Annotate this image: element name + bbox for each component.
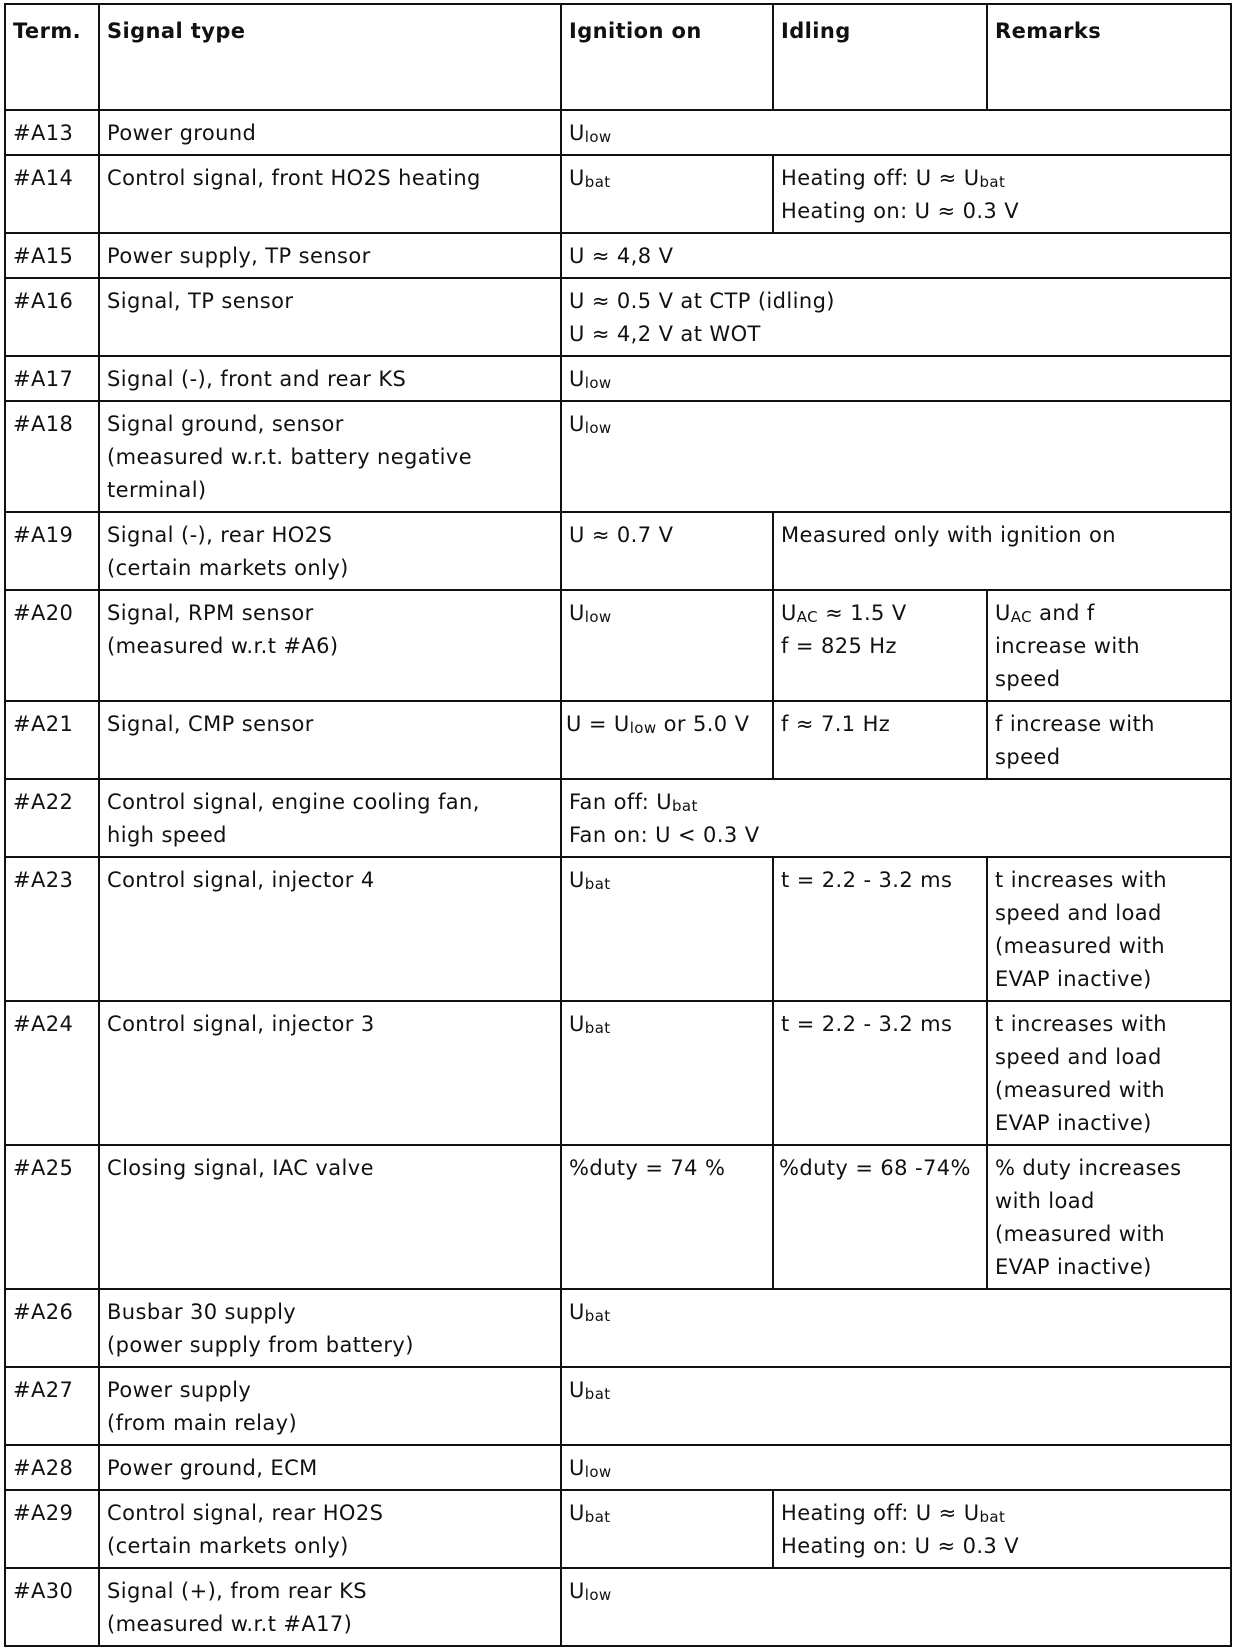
remarks-line: (measured with (995, 1078, 1165, 1102)
signal-line: (measured w.r.t #A17) (107, 1612, 353, 1636)
signal-line: Control signal, front HO2S heating (107, 166, 481, 190)
ignition-cell: $U_{bat}$ (561, 155, 773, 233)
table-row (5, 512, 1231, 590)
remarks-line: EVAP inactive) (995, 1111, 1152, 1135)
signal-line: Control signal, injector 4 (107, 868, 375, 892)
signal-line: Signal ground, sensor (107, 412, 344, 436)
signal-cell (99, 1145, 561, 1289)
term-cell: #A21 (5, 701, 99, 779)
table-row (5, 1490, 1231, 1568)
signal-line: (measured w.r.t. battery negative (107, 445, 473, 469)
signal-line: Closing signal, IAC valve (107, 1156, 374, 1180)
signal-cell (99, 155, 561, 233)
idling-cell: f ≈ 7.1 Hz (773, 701, 987, 779)
remarks-line: speed (995, 667, 1061, 691)
idling-cell: Measured only with ignition on (773, 512, 1231, 590)
remarks-line: speed and load (995, 901, 1162, 925)
ignition-cell: $U_{bat}$ (561, 1289, 1231, 1367)
idling-line: Heating off: $U \approx U_{bat}$ (781, 1501, 1006, 1526)
term-cell: #A18 (5, 401, 99, 512)
table-row (5, 401, 1231, 512)
idling-cell (773, 590, 987, 701)
table-row (5, 857, 1231, 1001)
signal-line: (certain markets only) (107, 1534, 349, 1558)
table-row (5, 1145, 1231, 1289)
remarks-line: EVAP inactive) (995, 1255, 1152, 1279)
signal-line: Signal, TP sensor (107, 289, 294, 313)
term-cell: #A20 (5, 590, 99, 701)
signal-line: (certain markets only) (107, 556, 349, 580)
signal-line: Busbar 30 supply (107, 1300, 297, 1324)
remarks-line: increase with (995, 634, 1140, 658)
table-row (5, 590, 1231, 701)
idling-cell: %duty = 68 -74% (773, 1145, 987, 1289)
ecm-terminal-table (4, 3, 1232, 1647)
remarks-cell (987, 1001, 1231, 1145)
signal-cell (99, 110, 561, 155)
term-cell: #A19 (5, 512, 99, 590)
signal-cell (99, 278, 561, 356)
header-row (5, 4, 1231, 110)
remarks-cell (987, 857, 1231, 1001)
term-cell: #A22 (5, 779, 99, 857)
idling-line: Heating off: $U \approx U_{bat}$ (781, 166, 1006, 191)
table-row (5, 1568, 1231, 1646)
term-cell: #A30 (5, 1568, 99, 1646)
table-row (5, 155, 1231, 233)
header-idling: Idling (773, 4, 987, 110)
term-cell: #A16 (5, 278, 99, 356)
signal-cell (99, 233, 561, 278)
signal-line: Signal, RPM sensor (107, 601, 314, 625)
ignition-cell: $U_{bat}$ (561, 1367, 1231, 1445)
remarks-line: f increase with (995, 712, 1155, 736)
signal-cell (99, 1568, 561, 1646)
header-ignition-on: Ignition on (561, 4, 773, 110)
term-cell: #A23 (5, 857, 99, 1001)
remarks-line: t increases with (995, 868, 1167, 892)
signal-line: (from main relay) (107, 1411, 298, 1435)
ignition-cell: $U_{bat}$ (561, 857, 773, 1001)
ignition-cell: U ≈ 4,8 V (561, 233, 1231, 278)
ignition-cell: $U = U_{low}$ or 5.0 V (561, 701, 773, 779)
table-row (5, 701, 1231, 779)
ignition-line: U ≈ 0.5 V at CTP (idling) (569, 289, 835, 313)
signal-line: Signal (-), front and rear KS (107, 367, 407, 391)
term-cell: #A13 (5, 110, 99, 155)
remarks-line: % duty increases (995, 1156, 1182, 1180)
signal-line: Control signal, injector 3 (107, 1012, 375, 1036)
ignition-cell: $U_{bat}$ (561, 1490, 773, 1568)
table-row (5, 233, 1231, 278)
signal-cell (99, 1445, 561, 1490)
table-row (5, 1001, 1231, 1145)
signal-cell (99, 1367, 561, 1445)
ignition-cell: U ≈ 0.7 V (561, 512, 773, 590)
idling-line: $U_{AC} \approx 1.5$ V (781, 601, 907, 626)
table-row (5, 1367, 1231, 1445)
signal-cell (99, 512, 561, 590)
signal-line: (power supply from battery) (107, 1333, 414, 1357)
idling-cell (773, 1490, 1231, 1568)
table-row (5, 110, 1231, 155)
remarks-line: (measured with (995, 1222, 1165, 1246)
term-cell: #A15 (5, 233, 99, 278)
idling-line: f = 825 Hz (781, 634, 897, 658)
ignition-line: Fan off: $U_{bat}$ (569, 790, 698, 815)
ignition-line: Fan on: U < 0.3 V (569, 823, 760, 847)
ignition-cell: $U_{low}$ (561, 401, 1231, 512)
signal-line: Power ground (107, 121, 257, 145)
term-cell: #A25 (5, 1145, 99, 1289)
signal-cell (99, 356, 561, 401)
table-row (5, 1445, 1231, 1490)
remarks-line: speed and load (995, 1045, 1162, 1069)
signal-line: Power ground, ECM (107, 1456, 318, 1480)
signal-line: Control signal, rear HO2S (107, 1501, 384, 1525)
ignition-cell (561, 779, 1231, 857)
table-row (5, 278, 1231, 356)
idling-line: Heating on: U ≈ 0.3 V (781, 1534, 1020, 1558)
term-cell: #A14 (5, 155, 99, 233)
signal-line: Signal, CMP sensor (107, 712, 314, 736)
term-cell: #A17 (5, 356, 99, 401)
signal-cell (99, 701, 561, 779)
signal-line: terminal) (107, 478, 207, 502)
remarks-line: with load (995, 1189, 1095, 1213)
idling-cell: t = 2.2 - 3.2 ms (773, 1001, 987, 1145)
signal-line: high speed (107, 823, 227, 847)
remarks-cell (987, 590, 1231, 701)
remarks-line: $U_{AC}$ and f (995, 601, 1095, 626)
ignition-cell: %duty = 74 % (561, 1145, 773, 1289)
term-cell: #A26 (5, 1289, 99, 1367)
remarks-cell (987, 1145, 1231, 1289)
ignition-cell: $U_{bat}$ (561, 1001, 773, 1145)
header-term: Term. (5, 4, 99, 110)
signal-line: Signal (+), from rear KS (107, 1579, 368, 1603)
signal-cell (99, 857, 561, 1001)
signal-cell (99, 1490, 561, 1568)
signal-line: (measured w.r.t #A6) (107, 634, 339, 658)
remarks-line: t increases with (995, 1012, 1167, 1036)
signal-cell (99, 779, 561, 857)
ignition-cell: $U_{low}$ (561, 1568, 1231, 1646)
term-cell: #A28 (5, 1445, 99, 1490)
ignition-cell: $U_{low}$ (561, 1445, 1231, 1490)
remarks-line: (measured with (995, 934, 1165, 958)
header-signal-type: Signal type (99, 4, 561, 110)
ignition-line: U ≈ 4,2 V at WOT (569, 322, 761, 346)
remarks-line: speed (995, 745, 1061, 769)
header-remarks: Remarks (987, 4, 1231, 110)
signal-line: Power supply, TP sensor (107, 244, 371, 268)
remarks-cell (987, 701, 1231, 779)
signal-line: Control signal, engine cooling fan, (107, 790, 480, 814)
signal-cell (99, 1289, 561, 1367)
table-row (5, 779, 1231, 857)
term-cell: #A29 (5, 1490, 99, 1568)
ignition-cell: $U_{low}$ (561, 590, 773, 701)
remarks-line: EVAP inactive) (995, 967, 1152, 991)
ignition-cell (561, 278, 1231, 356)
pinout-table-page (4, 3, 1230, 1647)
table-row (5, 356, 1231, 401)
ignition-cell: $U_{low}$ (561, 356, 1231, 401)
term-cell: #A27 (5, 1367, 99, 1445)
ignition-cell: $U_{low}$ (561, 110, 1231, 155)
signal-cell (99, 1001, 561, 1145)
signal-line: Signal (-), rear HO2S (107, 523, 333, 547)
table-row (5, 1289, 1231, 1367)
idling-cell (773, 155, 1231, 233)
signal-cell (99, 401, 561, 512)
term-cell: #A24 (5, 1001, 99, 1145)
signal-cell (99, 590, 561, 701)
idling-cell: t = 2.2 - 3.2 ms (773, 857, 987, 1001)
signal-line: Power supply (107, 1378, 252, 1402)
idling-line: Heating on: U ≈ 0.3 V (781, 199, 1020, 223)
